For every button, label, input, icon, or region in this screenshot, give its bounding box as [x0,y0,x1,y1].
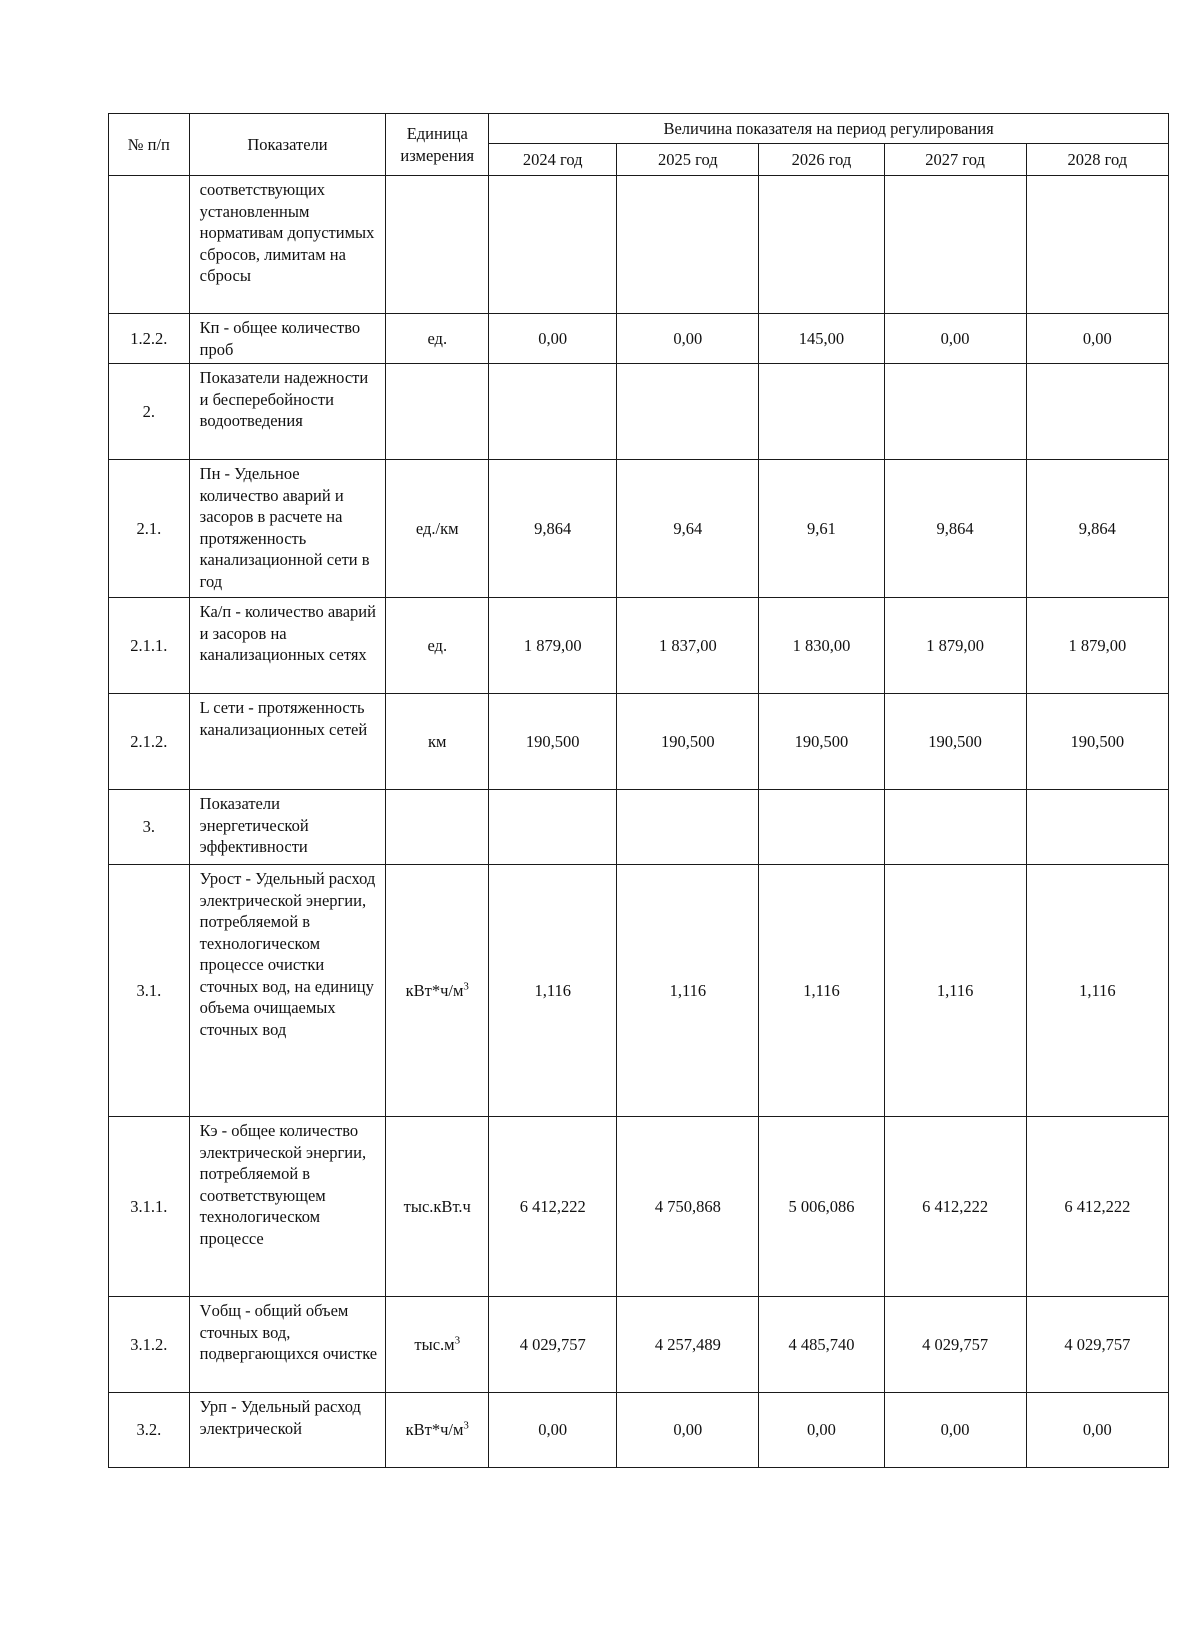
row-value: 0,00 [617,1393,759,1468]
row-value: 1,116 [1026,865,1168,1117]
row-name: Vобщ - общий объем сточных вод, подвергающихся очистке [189,1297,386,1393]
row-num: 2.1.2. [109,694,190,790]
header-unit-line2: измерения [400,145,475,165]
row-value [759,790,884,865]
row-value: 1 879,00 [1026,598,1168,694]
header-indicator: Показатели [189,114,386,176]
table-row [109,314,1169,364]
header-year: 2024 год [489,144,617,176]
row-name: Показатели энергетической эффективности [189,790,386,865]
row-unit: $кВт*ч/м^3$ [386,865,489,1117]
row-value [489,176,617,314]
row-value [489,790,617,865]
row-value: 0,00 [489,314,617,364]
row-value: 1 837,00 [617,598,759,694]
row-value: 9,864 [489,460,617,598]
row-value: 9,864 [884,460,1026,598]
row-value: 1 830,00 [759,598,884,694]
row-value: 0,00 [617,314,759,364]
header-unit-line1: Единица [406,124,468,143]
row-unit [386,364,489,460]
row-name: Показатели надежности и бесперебойности водоотведения [189,364,386,460]
indicators-table [108,113,1169,1468]
row-value [617,364,759,460]
row-value: 4 029,757 [1026,1297,1168,1393]
row-name: Урп - Удельный расход электрической [189,1393,386,1468]
row-value: 6 412,222 [489,1117,617,1297]
row-num: 2. [109,364,190,460]
row-unit: ед. [386,314,489,364]
row-value: 9,64 [617,460,759,598]
row-unit [386,790,489,865]
row-value [617,176,759,314]
row-num: 3.1.2. [109,1297,190,1393]
header-period: Величина показателя на период регулирования [489,114,1169,144]
header-year: 2025 год [617,144,759,176]
row-value [1026,790,1168,865]
row-value: 9,61 [759,460,884,598]
row-value: 1,116 [617,865,759,1117]
row-unit: $кВт*ч/м^3$ [386,1393,489,1468]
row-unit: ед. [386,598,489,694]
row-value: 145,00 [759,314,884,364]
row-value: 190,500 [884,694,1026,790]
table-row [109,598,1169,694]
row-value: 9,864 [1026,460,1168,598]
row-value: 190,500 [489,694,617,790]
row-value: 0,00 [489,1393,617,1468]
row-value: 4 257,489 [617,1297,759,1393]
row-value: 0,00 [884,314,1026,364]
row-value [1026,176,1168,314]
table-row [109,1117,1169,1297]
row-value [759,364,884,460]
table-header [109,114,1169,176]
row-value: 1 879,00 [884,598,1026,694]
row-value: 0,00 [884,1393,1026,1468]
table-row [109,1393,1169,1468]
row-value [617,790,759,865]
row-name: Пн - Удельное количество аварий и засоров в расчете на протяженность канализационной сети в год [189,460,386,598]
table-row [109,790,1169,865]
row-value: 1,116 [489,865,617,1117]
row-unit: км [386,694,489,790]
row-value: 4 029,757 [884,1297,1026,1393]
table-body [109,176,1169,1468]
table-row [109,865,1169,1117]
row-value: 4 750,868 [617,1117,759,1297]
header-year: 2028 год [1026,144,1168,176]
row-value [759,176,884,314]
table-row [109,460,1169,598]
row-name: Кп - общее количество проб [189,314,386,364]
row-unit: $тыс.м^3$ [386,1297,489,1393]
header-unit [386,114,489,176]
row-name: L сети - протяженность канализационных сетей [189,694,386,790]
row-value: 5 006,086 [759,1117,884,1297]
row-value [884,364,1026,460]
row-name: Кэ - общее количество электрической энергии, потребляемой в соответствующем технологическом процессе [189,1117,386,1297]
table-row [109,1297,1169,1393]
header-year: 2026 год [759,144,884,176]
row-value: 6 412,222 [1026,1117,1168,1297]
row-value: 1,116 [759,865,884,1117]
row-num: 3.2. [109,1393,190,1468]
row-value: 0,00 [759,1393,884,1468]
row-value: 190,500 [617,694,759,790]
header-num: № п/п [109,114,190,176]
row-unit: ед./км [386,460,489,598]
row-num: 3. [109,790,190,865]
row-unit: тыс.кВт.ч [386,1117,489,1297]
row-value: 4 485,740 [759,1297,884,1393]
row-value: 6 412,222 [884,1117,1026,1297]
row-value: 190,500 [759,694,884,790]
row-name: Ка/п - количество аварий и засоров на канализационных сетях [189,598,386,694]
row-value [489,364,617,460]
row-num: 3.1. [109,865,190,1117]
row-num [109,176,190,314]
table-row [109,176,1169,314]
header-year: 2027 год [884,144,1026,176]
table-row [109,694,1169,790]
row-value: 1 879,00 [489,598,617,694]
row-value [884,176,1026,314]
row-num: 3.1.1. [109,1117,190,1297]
row-num: 1.2.2. [109,314,190,364]
row-num: 2.1.1. [109,598,190,694]
row-name: Урост - Удельный расход электрической энергии, потребляемой в технологическом процессе очистки сточных вод, на единицу объема очищаемых сточных вод [189,865,386,1117]
row-num: 2.1. [109,460,190,598]
row-value: 1,116 [884,865,1026,1117]
table-row [109,364,1169,460]
row-value [1026,364,1168,460]
row-value: 0,00 [1026,1393,1168,1468]
row-value: 0,00 [1026,314,1168,364]
row-value [884,790,1026,865]
row-unit [386,176,489,314]
row-name: соответствующих установленным нормативам допустимых сбросов, лимитам на сбросы [189,176,386,314]
row-value: 190,500 [1026,694,1168,790]
row-value: 4 029,757 [489,1297,617,1393]
